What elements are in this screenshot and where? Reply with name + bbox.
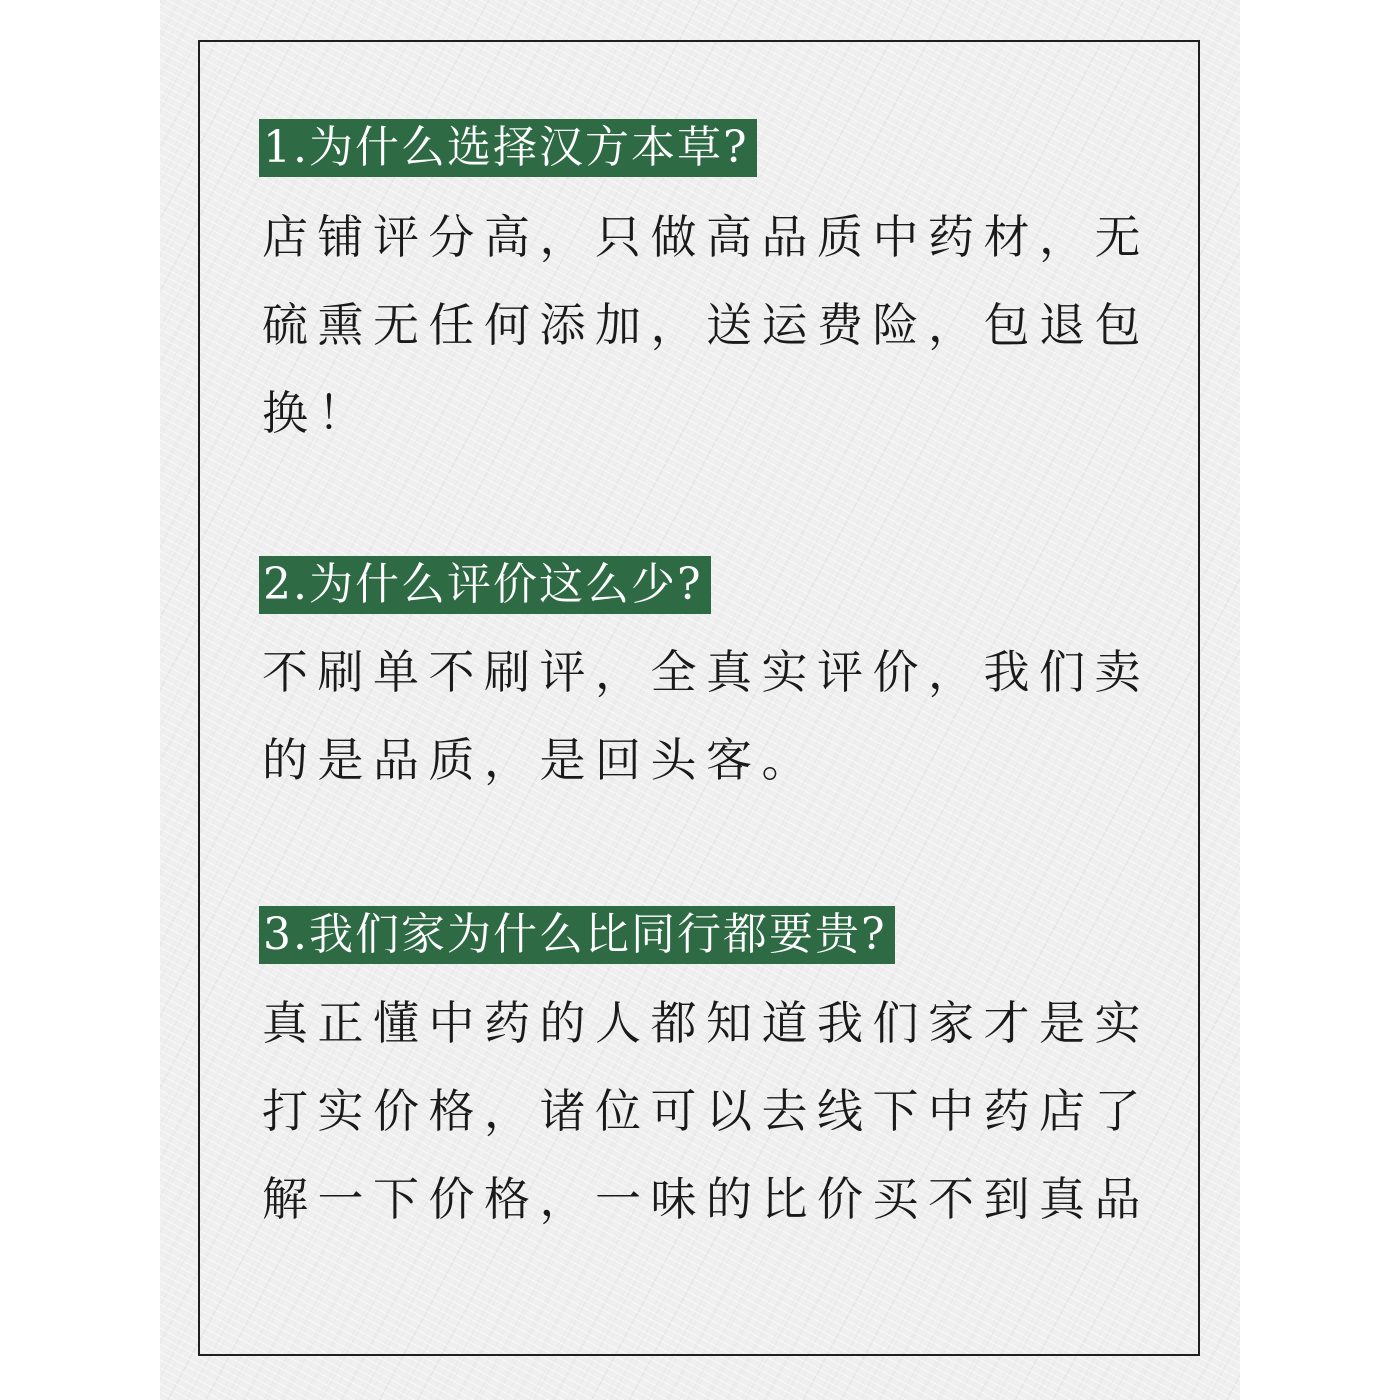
section-3-body: 真正懂中药的人都知道我们家才是实打实价格，诸位可以去线下中药店了解一下价格，一味的比价买不到真品 (262, 996, 1150, 1226)
section-2-body: 不刷单不刷评，全真实评价，我们卖的是品质，是回头客。 (262, 645, 1150, 787)
section-2-heading: 2.为什么评价这么少? (259, 556, 711, 614)
section-1-heading: 1.为什么选择汉方本草? (259, 119, 757, 177)
section-3-heading: 3.我们家为什么比同行都要贵? (259, 906, 895, 964)
section-1-body: 店铺评分高，只做高品质中药材，无硫熏无任何添加，送运费险，包退包换！ (262, 210, 1150, 440)
